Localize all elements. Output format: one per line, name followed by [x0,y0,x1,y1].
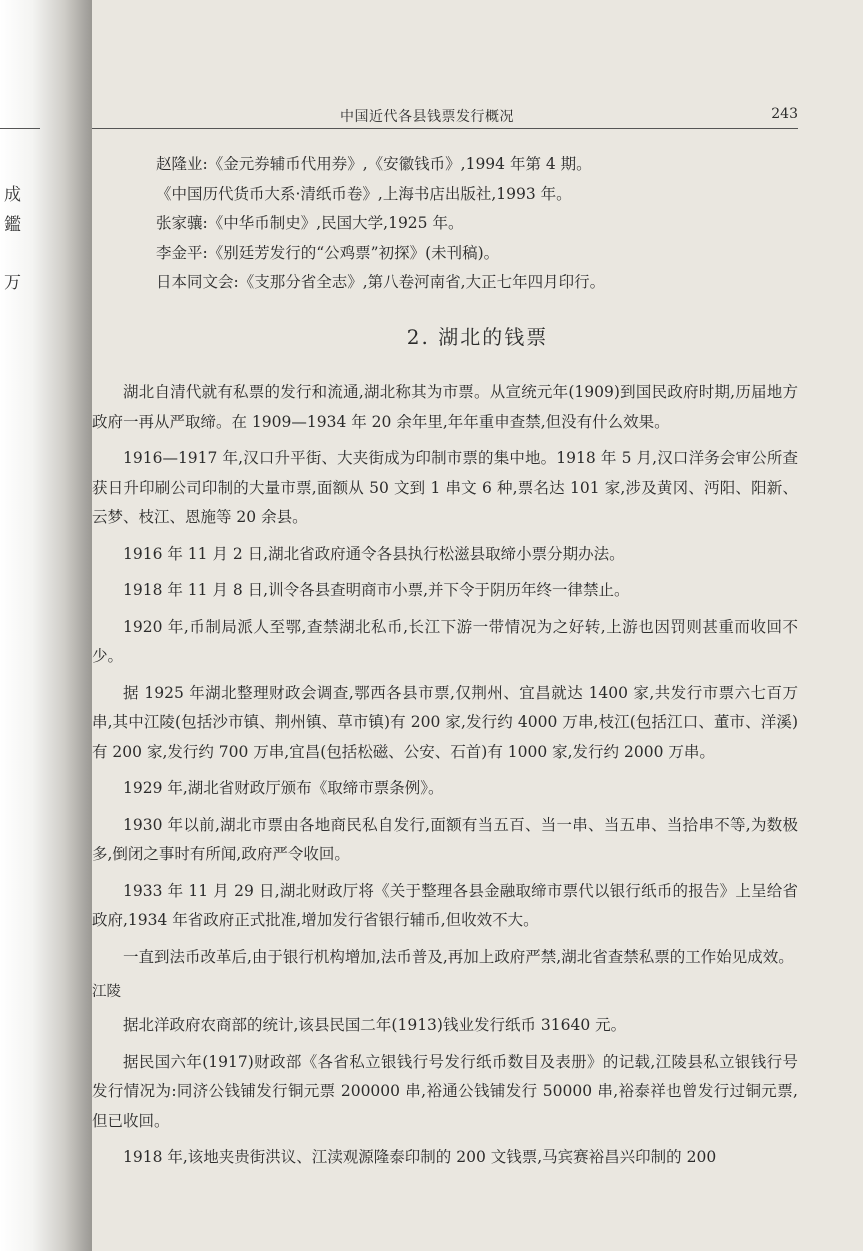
left-page-fragment: 成 [4,185,21,205]
paragraph: 1933 年 11 月 29 日,湖北财政厅将《关于整理各县金融取缔市票代以银行纸币的报告》上呈给省政府,1934 年省政府正式批准,增加发行省银行辅币,但收效不大。 [92,881,798,929]
left-page-fragment: 万 [4,273,21,293]
page-number: 243 [771,106,798,122]
running-header [92,106,798,129]
reference-item: 李金平:《别廷芳发行的“公鸡票”初探》(未刊稿)。 [156,243,500,262]
reference-list [92,150,798,298]
paragraph: 1929 年,湖北省财政厅颁布《取缔市票条例》。 [123,779,444,797]
reference-item: 《中国历代货币大系·清纸币卷》,上海书店出版社,1993 年。 [156,184,572,203]
book-gutter [0,0,92,1251]
subsection-heading: 江陵 [92,984,121,1000]
paragraph: 据 1925 年湖北整理财政会调查,鄂西各县市票,仅荆州、宜昌就达 1400 家,共发行市票六七百万串,其中江陵(包括沙市镇、荆州镇、草市镇)有 200 家,发行约 4000 万串,枝江(包括江口、董市、洋溪)有 200 家,发行约 700 万串,宜昌(包括松磁、公安、石首)有 1000 家,发行约 2000 万串。 [92,683,798,761]
running-header-title: 中国近代各县钱票发行概况 [340,109,514,125]
section-title: 2. 湖北的钱票 [406,325,549,349]
paragraph: 1918 年,该地夹贵街洪议、江渎观源隆泰印制的 200 文钱票,马宾赛裕昌兴印制的 200 [123,1148,717,1166]
body-text [92,378,798,1180]
paragraph: 据北洋政府农商部的统计,该县民国二年(1913)钱业发行纸币 31640 元。 [123,1016,627,1034]
paragraph: 据民国六年(1917)财政部《各省私立银钱行号发行纸币数目及表册》的记载,江陵县私立银钱行号发行情况为:同济公钱铺发行铜元票 200000 串,裕通公钱铺发行 50000 串,裕泰祥也曾发行过铜元票,但已收回。 [92,1052,798,1130]
reference-item: 日本同文会:《支那分省全志》,第八卷河南省,大正七年四月印行。 [156,273,606,291]
paragraph: 1916—1917 年,汉口升平街、大夹街成为印制市票的集中地。1918 年 5 月,汉口洋务会审公所查获日升印刷公司印制的大量市票,面额从 50 文到 1 串文 6 种,票名达 101 家,涉及黄冈、沔阳、阳新、云梦、枝江、恩施等 20 余县。 [92,449,798,526]
paragraph: 湖北自清代就有私票的发行和流通,湖北称其为市票。从宣统元年(1909)到国民政府时期,历届地方政府一再从严取缔。在 1909—1934 年 20 余年里,年年重申查禁,但没有什么效果。 [92,383,798,431]
paragraph: 1916 年 11 月 2 日,湖北省政府通令各县执行松滋县取缔小票分期办法。 [123,544,625,563]
paragraph: 1930 年以前,湖北市票由各地商民私自发行,面额有当五百、当一串、当五串、当拾串不等,为数极多,倒闭之事时有所闻,政府严令收回。 [92,815,798,863]
paragraph: 一直到法币改革后,由于银行机构增加,法币普及,再加上政府严禁,湖北省查禁私票的工作始见成效。 [123,947,794,966]
paragraph: 1920 年,币制局派人至鄂,查禁湖北私币,长江下游一带情况为之好转,上游也因罚则甚重而收回不少。 [92,617,798,665]
paragraph: 1918 年 11 月 8 日,训令各县查明商市小票,并下令于阴历年终一律禁止。 [123,581,630,599]
reference-item: 赵隆业:《金元券辅币代用券》,《安徽钱币》,1994 年第 4 期。 [156,155,592,173]
gutter-rule [0,128,40,129]
reference-item: 张家骧:《中华币制史》,民国大学,1925 年。 [156,214,464,232]
left-page-fragment: 鑑 [4,215,21,235]
book-page [92,0,863,1251]
